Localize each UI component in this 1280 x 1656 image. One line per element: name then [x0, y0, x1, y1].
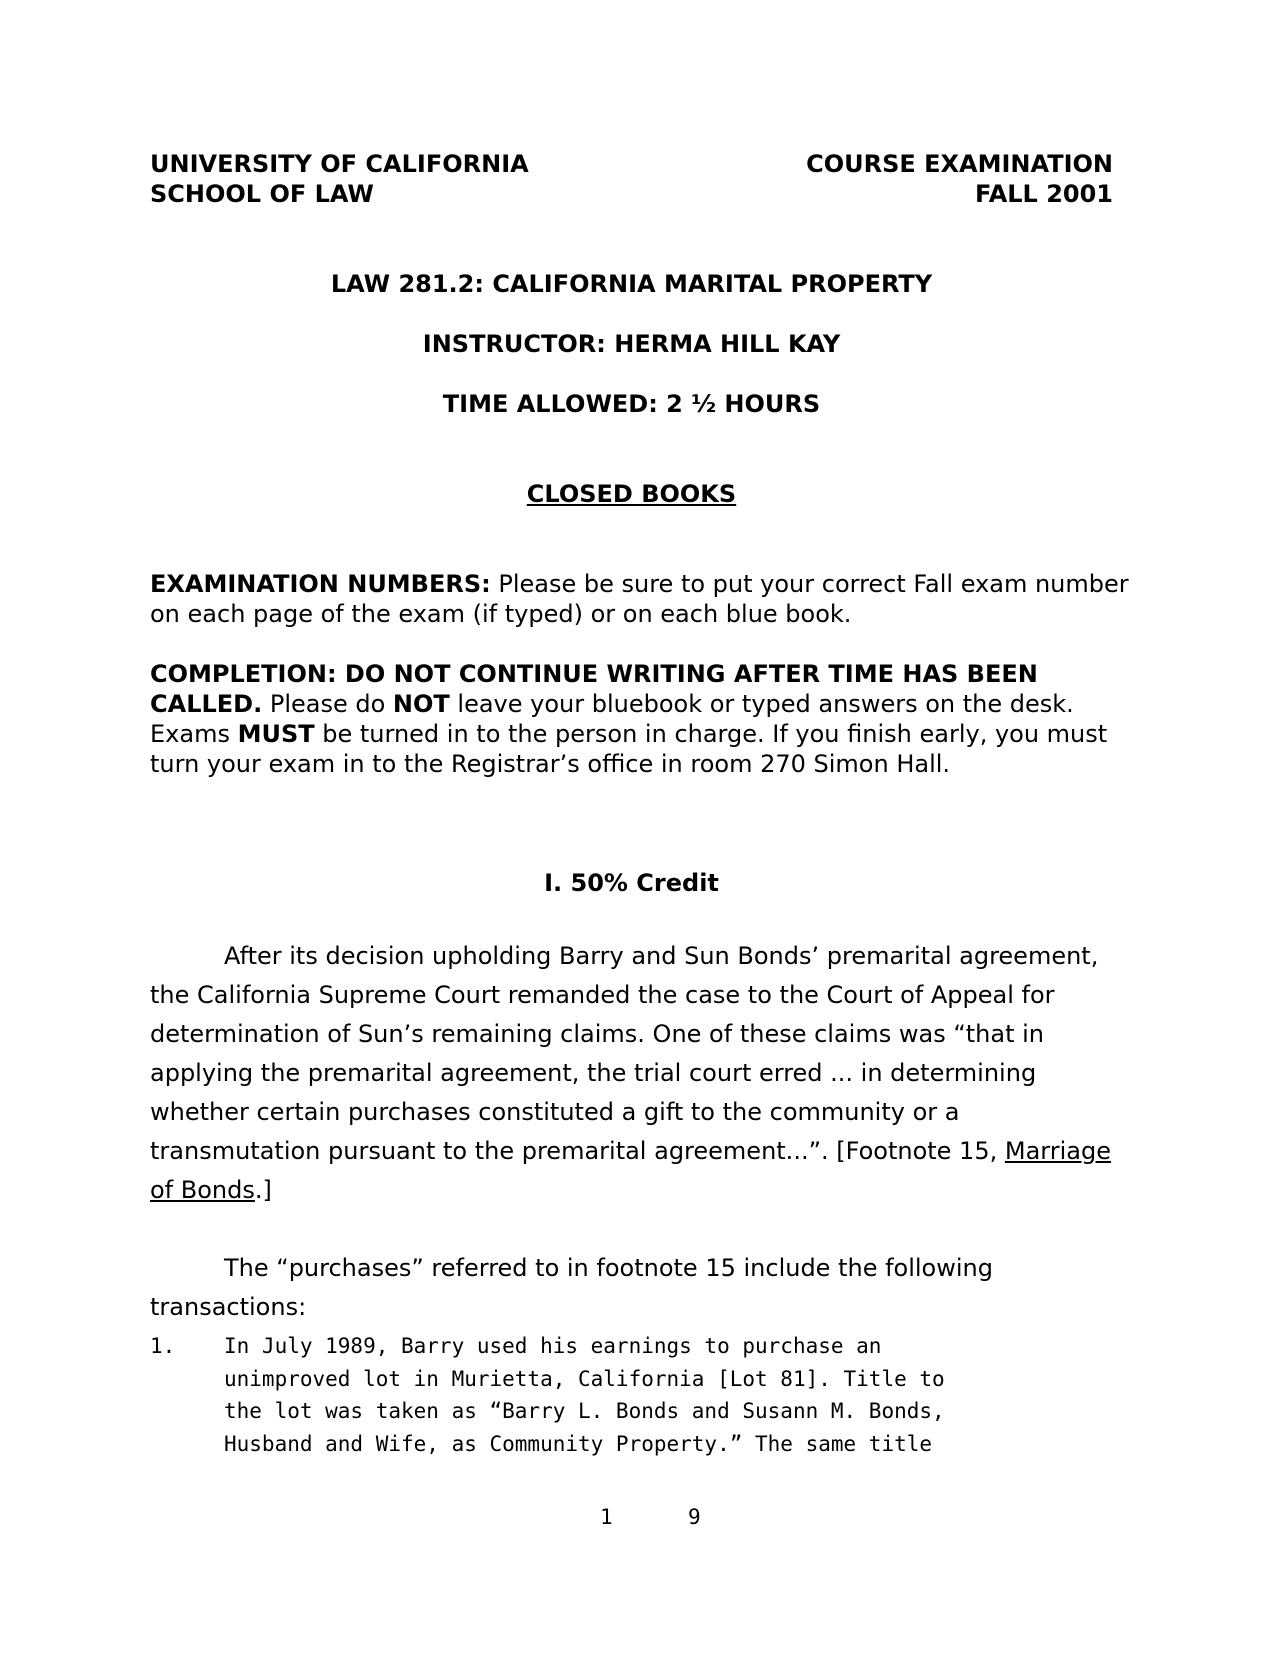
header-row-1	[150, 150, 1113, 178]
page-number: 1	[600, 1505, 613, 1529]
completion-label: COMPLETION: DO NOT CONTINUE WRITING AFTER TIME HAS BEEN CALLED.	[150, 660, 1038, 718]
section-paragraph-1	[150, 937, 1130, 1210]
page-footer	[600, 1505, 701, 1529]
paragraph-2-text: The “purchases” referred to in footnote 15 include the following transactions:	[150, 1254, 993, 1321]
list-line: the lot was taken as “Barry L. Bonds and Susann M. Bonds,	[224, 1399, 945, 1423]
paragraph-1-end: .]	[254, 1176, 272, 1204]
completion-paragraph	[150, 659, 1140, 779]
completion-text-1: Please do	[262, 690, 393, 718]
list-line: Husband and Wife, as Community Property.” The same title	[224, 1431, 933, 1456]
list-line: unimproved lot in Murietta, California [Lot 81]. Title to	[224, 1366, 945, 1391]
paragraph-1-text: After its decision upholding Barry and Sun Bonds’ premarital agreement, the California Supreme Court remanded the case to the Court of Appeal for determination of Sun’s remaining claims. One of these claims was “that in applying the premarital agreement, the trial court erred ... in determining whether certain purchases constituted a gift to the community or a transmutation pursuant to the premarital agreement...”. [Footnote 15,	[150, 942, 1099, 1165]
instructor-line: INSTRUCTOR: HERMA HILL KAY	[422, 330, 841, 358]
school-name: SCHOOL OF LAW	[150, 180, 374, 208]
closed-books-text: CLOSED BOOKS	[526, 480, 737, 508]
completion-not: NOT	[392, 690, 450, 718]
list-line: In July 1989, Barry used his earnings to purchase an	[224, 1334, 882, 1358]
exam-numbers-paragraph	[150, 569, 1140, 629]
header-row-2	[150, 180, 1113, 208]
exam-type: COURSE EXAMINATION	[806, 150, 1113, 178]
time-allowed-line: TIME ALLOWED: 2 ½ HOURS	[442, 390, 821, 418]
exam-numbers-text: Please be sure to put your correct Fall exam number on each page of the exam (if typed) or on each blue book.	[150, 570, 1129, 628]
completion-must: MUST	[237, 720, 315, 748]
closed-books-notice	[150, 480, 1113, 508]
completion-text-3: be turned in to the person in charge. If you finish early, you must turn your exam in to the Registrar’s office in room 270 Simon Hall.	[150, 720, 1108, 778]
exam-term: FALL 2001	[975, 180, 1113, 208]
list-item-text	[224, 1330, 1124, 1460]
course-title: LAW 281.2: CALIFORNIA MARITAL PROPERTY	[330, 270, 933, 298]
exam-numbers-label: EXAMINATION NUMBERS:	[150, 570, 491, 598]
page-total: 9	[687, 1505, 701, 1529]
section-heading: I. 50% Credit	[544, 869, 719, 897]
list-number: 1.	[150, 1334, 176, 1358]
completion-text-2: leave your bluebook or typed answers on the desk. Exams	[150, 690, 1074, 748]
case-name: Marriage of Bonds	[150, 1137, 1111, 1204]
university-name: UNIVERSITY OF CALIFORNIA	[150, 150, 529, 178]
section-paragraph-2	[150, 1249, 1130, 1327]
